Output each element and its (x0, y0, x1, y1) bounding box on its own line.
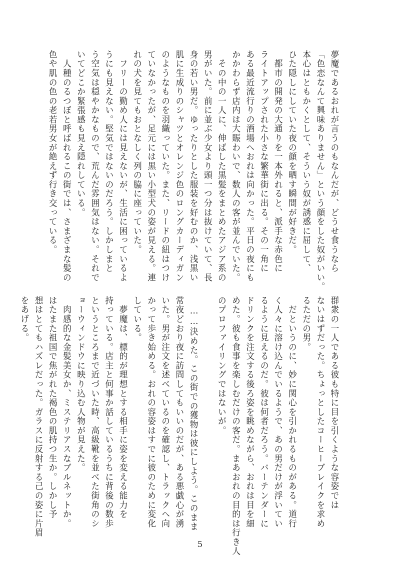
text-line: るただの男。 (301, 296, 312, 352)
text-line: ドリンクを注文する後ろ姿を眺めながら、おれは目を細 (245, 296, 256, 529)
text-line: ひた隠しにしていた夜の顔を晒す瞬間が好きだ。 (287, 50, 298, 255)
text-line: というところまで近づいた時、高級靴を並べた街角のシ (90, 296, 101, 529)
text-line: している。 (132, 296, 143, 343)
text-line: うにも見えない。堅気ではないのだろう。しかしまと (104, 50, 115, 273)
text-line: 常夜どおり夜に訪問してもいいのだが、ある悪戯心が湧 (174, 296, 185, 529)
text-line: う空気は穏やかなもので、荒んだ雰囲気はない。それで (90, 50, 101, 283)
text-line: ないはずだった。ちょっとしたコーヒーブレイクを求め (315, 296, 326, 529)
text-line: のようなものを羽織っていた。また、リードの紐はつけ (160, 50, 171, 283)
text-line: かって歩き始める。おれの容姿はすでに彼のために変化 (146, 296, 157, 529)
text-line: その中の一人に、伸ばした黒髪をまとめたアジア系の (217, 50, 228, 283)
text-line: 肉感的な金髪美女か、ミステリアスなブルネットか。 (62, 296, 73, 529)
text-line: かかわらず店内は大賑わいで、数人の客が並んでいた。 (231, 50, 242, 283)
text-line: めた。彼も食事を楽しむだけの客だ。まあおれの目的は行き人 (231, 296, 242, 557)
text-line: ョーウィンドウに映り込む人物が見えた。 (76, 296, 87, 473)
text-line: ある最近流行りの酒場へおれは向かった。平日の夜にも (245, 50, 256, 283)
text-line: れの犬を見てもおとなしく列の脇に座っていた。 (132, 50, 143, 255)
text-line: いた。男が注文を述べているのを確認し、トラックへ向 (160, 296, 171, 529)
text-line: 色や肌の色の老若男女が絶えず行き交っている。 (48, 50, 59, 255)
text-line: をあげる。 (19, 296, 30, 343)
text-line: 男がいた。前に並ぶ少女より頭一つ分は抜けていて、長 (203, 50, 214, 283)
text-block-upper (48, 50, 342, 292)
text-line: フリーの勤め人には見えないが、生活に困っているよ (118, 50, 129, 283)
text-line: 夢魔は、標的が理想とする相手に姿を変える能力を (118, 296, 129, 519)
text-line: 都市の開発の大通りを一本外れると、派手な赤色に (273, 50, 284, 273)
text-line: ライトアップされた小さな繁華街に出る。その一角に (259, 50, 270, 273)
text-line: いてどこか緊張感も見え隠れしている。 (76, 50, 87, 218)
text-line: 「色恋なんて興味ありません」という顔をした奴がいい。 (315, 50, 326, 292)
blank-line (201, 296, 215, 528)
text-line: 本心はともかくとして、そういう奴が誘惑に屈して、 (301, 50, 312, 273)
text-line: 群衆の一人である彼も特に目を引くような容姿では (330, 296, 340, 510)
text-line: 身の若い男だ。ゆったりとした服装を好むのか、浅黒い (189, 50, 200, 283)
page-number: 5 (197, 540, 203, 550)
text-line: はたまた祖国で焦がれた褐色の肌持つ生か。しかし予 (48, 296, 59, 519)
text-line: ……決めた。この街での獲物は彼にしよう。このまま (189, 296, 200, 532)
text-line: 夢魔であるおれが言うのもなんだが、どうせ食うなら (330, 50, 340, 273)
text-line: ていなかったが、足元には黒い小型犬の姿が見える。連 (146, 50, 157, 283)
text-line: 肌に生成りのシャツとオレンジ色のロングカーディガン (174, 50, 185, 283)
text-line: 想はとてもハズレだった。ガラスに反射する己の姿に片眉 (34, 296, 45, 538)
text-line: るように見えるのだ。彼は何者だろう。バーテンダーに (259, 296, 270, 529)
text-block-lower (19, 296, 342, 557)
text-line: のプロファイリングではないが。 (217, 296, 228, 436)
text-line: だというのに、妙に関心を引かれるものがある。道行 (287, 296, 298, 529)
text-line: く人々に溶け込んでいるようで、あの男だけが浮いてい (273, 296, 284, 529)
text-line: 持っている。店主と何事か話しているうちに背後の数歩 (104, 296, 115, 529)
text-line: 人種のるつぼと呼ばれるこの街では、さまざまな髪の (62, 50, 73, 283)
